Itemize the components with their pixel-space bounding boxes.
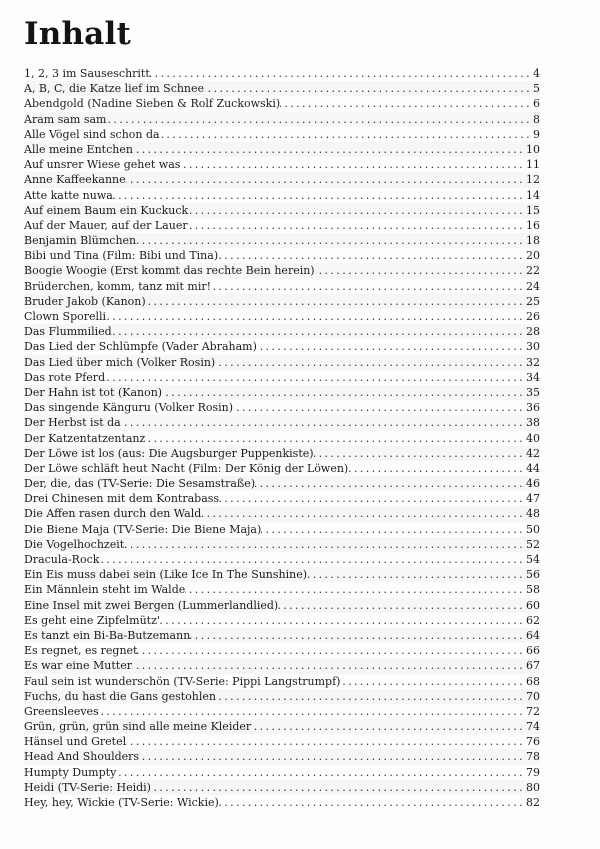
dot-leader	[106, 112, 533, 127]
toc-entry	[24, 415, 540, 430]
dot-leader	[315, 263, 526, 278]
dot-leader	[105, 370, 526, 385]
toc-entry-page: 47	[526, 492, 540, 506]
toc-entry	[24, 734, 540, 749]
toc-entry-title: Hey, hey, Wickie (TV-Serie: Wickie)	[24, 796, 219, 809]
toc-entry-page: 52	[526, 537, 540, 551]
toc-entry-title: Anne Kaffeekanne	[24, 173, 126, 187]
toc-entry-page: 74	[526, 720, 540, 734]
toc-entry-title: Der, die, das (TV-Serie: Die Sesamstraße)	[24, 477, 256, 491]
toc-entry	[24, 704, 540, 719]
toc-entry	[24, 567, 540, 582]
toc-entry-page: 72	[526, 704, 540, 718]
toc-entry	[24, 476, 540, 491]
dot-leader	[180, 157, 526, 172]
toc-entry-page: 54	[526, 553, 540, 566]
toc-entry	[24, 765, 540, 780]
toc-entry-title: Atte katte nuwa	[24, 188, 113, 202]
toc-entry-page: 24	[526, 279, 540, 293]
toc-entry	[24, 355, 540, 370]
dot-leader	[112, 324, 526, 339]
toc-entry	[24, 385, 540, 400]
toc-entry-title: Der Hahn ist tot (Kanon)	[24, 385, 163, 399]
toc-entry-title: Die Affen rasen durch den Wald	[24, 507, 202, 521]
toc-entry	[24, 370, 540, 385]
toc-entry-title: Clown Sporelli	[24, 310, 107, 323]
toc-entry-title: Ein Männlein steht im Walde	[24, 583, 186, 597]
dot-leader	[201, 506, 526, 521]
toc-entry-title: Es regnet, es regnet	[24, 644, 138, 658]
toc-entry-page: 26	[526, 310, 540, 323]
dot-leader	[185, 582, 526, 597]
dot-leader	[133, 142, 526, 157]
dot-leader	[146, 294, 526, 309]
toc-entry-page: 82	[526, 796, 540, 809]
toc-entry	[24, 658, 540, 673]
toc-entry-page: 64	[526, 628, 540, 642]
toc-entry	[24, 339, 540, 354]
toc-entry-page: 30	[526, 340, 540, 354]
dot-leader	[151, 780, 526, 795]
toc-entry	[24, 203, 540, 218]
toc-entry-page: 15	[526, 203, 540, 217]
toc-entry-page: 32	[526, 355, 540, 369]
toc-entry	[24, 749, 540, 764]
toc-entry-page: 68	[526, 674, 540, 688]
toc-entry-page: 67	[526, 659, 540, 673]
toc-entry	[24, 719, 540, 734]
toc-entry	[24, 112, 540, 127]
dot-leader	[340, 674, 526, 689]
toc-entry-title: Greensleeves	[24, 704, 99, 718]
toc-entry-title: Alle Vögel sind schon da	[24, 127, 160, 141]
dot-leader	[116, 765, 526, 780]
dot-leader	[255, 476, 526, 491]
toc-entry-title: Das singende Känguru (Volker Rosin)	[24, 401, 234, 415]
toc-entry-page: 56	[526, 568, 540, 582]
toc-entry-title: Fuchs, du hast die Gans gestohlen	[24, 689, 217, 703]
dot-leader	[233, 400, 526, 415]
toc-entry-page: 58	[526, 583, 540, 597]
toc-entry-title: Grün, grün, grün sind alle meine Kleider	[24, 720, 252, 734]
dot-leader	[261, 522, 526, 537]
dot-leader	[257, 339, 526, 354]
dot-leader	[124, 537, 526, 552]
toc-entry-title: Auf der Mauer, auf der Lauer	[24, 218, 188, 232]
dot-leader	[126, 172, 526, 187]
toc-entry-page: 78	[526, 750, 540, 764]
toc-entry-title: Hänsel und Gretel	[24, 735, 127, 749]
toc-entry-page: 8	[533, 112, 540, 126]
toc-entry-page: 44	[526, 461, 540, 475]
toc-entry-page: 16	[526, 218, 540, 232]
dot-leader	[219, 795, 526, 810]
toc-entry-page: 38	[526, 416, 540, 430]
toc-entry	[24, 81, 540, 96]
toc-entry-title: 1, 2, 3 im Sauseschritt	[24, 67, 150, 80]
toc-entry-title: Das Flummilied	[24, 325, 112, 339]
toc-entry-title: Die Vogelhochzeit	[24, 537, 125, 551]
toc-entry-title: Bibi und Tina (Film: Bibi und Tina)	[24, 249, 219, 263]
toc-entry-page: 12	[526, 173, 540, 187]
toc-entry	[24, 157, 540, 172]
toc-entry	[24, 66, 540, 81]
toc-entry-page: 70	[526, 689, 540, 703]
toc-entry-title: Der Herbst ist da	[24, 416, 121, 430]
toc-entry-title: Das rote Pferd	[24, 370, 106, 384]
toc-entry-page: 10	[526, 142, 540, 156]
toc-entry-title: Brüderchen, komm, tanz mit mir!	[24, 279, 212, 293]
toc-entry-title: Boogie Woogie (Erst kommt das rechte Bein herein)	[24, 264, 315, 278]
toc-entry-page: 14	[526, 188, 540, 202]
toc-entry-page: 4	[533, 67, 540, 80]
toc-entry-title: Humpty Dumpty	[24, 765, 117, 779]
toc-entry-title: Dracula-Rock	[24, 553, 100, 566]
dot-leader	[99, 704, 526, 719]
toc-entry	[24, 279, 540, 294]
toc-entry-page: 50	[526, 522, 540, 536]
toc-entry	[24, 506, 540, 521]
toc-entry	[24, 431, 540, 446]
toc-entry-title: Das Lied der Schlümpfe (Vader Abraham)	[24, 340, 257, 354]
toc-entry	[24, 613, 540, 628]
toc-entry-page: 46	[526, 477, 540, 491]
toc-entry-title: Der Katzentatzentanz	[24, 431, 146, 445]
toc-entry-title: A, B, C, die Katze lief im Schnee	[24, 82, 205, 96]
dot-leader	[188, 218, 526, 233]
dot-leader	[160, 127, 533, 142]
toc-entry	[24, 643, 540, 658]
toc-entry-title: Alle meine Entchen	[24, 142, 133, 156]
toc-entry-title: Der Löwe ist los (aus: Die Augsburger Puppenkiste)	[24, 446, 314, 460]
toc-entry-page: 11	[526, 158, 540, 172]
toc-entry	[24, 461, 540, 476]
toc-entry-title: Abendgold (Nadine Sieben & Rolf Zuckowski)	[24, 97, 281, 111]
dot-leader	[218, 248, 526, 263]
dot-leader	[160, 613, 526, 628]
toc-entry-title: Benjamin Blümchen	[24, 234, 137, 248]
dot-leader	[307, 567, 526, 582]
dot-leader	[216, 689, 526, 704]
toc-entry	[24, 172, 540, 187]
toc-entry	[24, 142, 540, 157]
toc-entry-title: Auf einem Baum ein Kuckuck	[24, 203, 189, 217]
dot-leader	[136, 233, 526, 248]
toc-entry	[24, 127, 540, 142]
toc-entry-page: 18	[526, 234, 540, 248]
toc-entry	[24, 582, 540, 597]
toc-entry	[24, 248, 540, 263]
toc-entry-title: Es war eine Mutter	[24, 659, 132, 673]
toc-entry	[24, 96, 540, 111]
toc-entry	[24, 263, 540, 278]
dot-leader	[121, 415, 526, 430]
toc-entry-title: Es tanzt ein Bi-Ba-Butzemann	[24, 628, 191, 642]
toc-entry-page: 76	[526, 735, 540, 749]
dot-leader	[162, 385, 526, 400]
toc-entry	[24, 522, 540, 537]
toc-entry-page: 60	[526, 598, 540, 612]
toc-entry-title: Drei Chinesen mit dem Kontrabass	[24, 492, 220, 506]
dot-leader	[251, 719, 526, 734]
dot-leader	[126, 734, 526, 749]
toc-entry	[24, 552, 540, 567]
toc-entry	[24, 689, 540, 704]
toc-entry-title: Bruder Jakob (Kanon)	[24, 294, 146, 308]
dot-leader	[219, 491, 526, 506]
toc-entry	[24, 491, 540, 506]
toc-entry-page: 36	[526, 401, 540, 415]
dot-leader	[278, 598, 526, 613]
toc-entry-title: Das Lied über mich (Volker Rosin)	[24, 355, 216, 369]
toc-entry-page: 5	[533, 82, 540, 96]
toc-entry-title: Heidi (TV-Serie: Heidi)	[24, 780, 151, 794]
toc-entry-page: 40	[526, 431, 540, 445]
dot-leader	[211, 279, 526, 294]
toc-entry	[24, 218, 540, 233]
toc-entry-title: Ein Eis muss dabei sein (Like Ice In The Sunshine)	[24, 568, 308, 582]
dot-leader	[99, 552, 526, 567]
toc-entry-title: Head And Shoulders	[24, 750, 140, 764]
toc-entry-title: Eine Insel mit zwei Bergen (Lummerlandlied)	[24, 598, 279, 612]
toc-list	[24, 66, 540, 810]
toc-entry-title: Es geht eine Zipfelmütz'	[24, 613, 160, 627]
toc-entry	[24, 400, 540, 415]
toc-entry-title: Faul sein ist wunderschön (TV-Serie: Pippi Langstrumpf)	[24, 674, 341, 688]
toc-entry-title: Auf unsrer Wiese gehet was	[24, 158, 181, 172]
dot-leader	[215, 355, 526, 370]
toc-entry	[24, 598, 540, 613]
dot-leader	[137, 643, 526, 658]
dot-leader	[132, 658, 526, 673]
toc-entry-title: Aram sam sam	[24, 112, 107, 126]
page-title: Inhalt	[24, 16, 131, 52]
toc-entry	[24, 188, 540, 203]
toc-entry-page: 25	[526, 294, 540, 308]
toc-entry-page: 79	[526, 765, 540, 779]
toc-entry-page: 66	[526, 644, 540, 658]
toc-entry-page: 35	[526, 385, 540, 399]
toc-entry-page: 80	[526, 780, 540, 794]
toc-entry	[24, 309, 540, 324]
toc-entry	[24, 446, 540, 461]
dot-leader	[145, 431, 526, 446]
dot-leader	[204, 81, 533, 96]
toc-entry	[24, 628, 540, 643]
toc-entry-page: 48	[526, 507, 540, 521]
toc-entry-page: 62	[526, 613, 540, 627]
dot-leader	[113, 188, 526, 203]
toc-entry	[24, 233, 540, 248]
toc-entry-page: 20	[526, 249, 540, 263]
toc-entry	[24, 324, 540, 339]
dot-leader	[348, 461, 526, 476]
dot-leader	[150, 66, 533, 81]
toc-entry-page: 6	[533, 97, 540, 111]
toc-entry	[24, 780, 540, 795]
toc-entry-page: 9	[533, 127, 540, 141]
toc-entry-page: 42	[526, 446, 540, 460]
toc-entry-page: 34	[526, 370, 540, 384]
toc-entry	[24, 674, 540, 689]
toc-entry-title: Der Löwe schläft heut Nacht (Film: Der König der Löwen)	[24, 461, 349, 475]
dot-leader	[314, 446, 526, 461]
dot-leader	[190, 628, 526, 643]
toc-entry	[24, 795, 540, 810]
toc-entry-title: Die Biene Maja (TV-Serie: Die Biene Maja)	[24, 522, 262, 536]
dot-leader	[139, 749, 526, 764]
dot-leader	[280, 96, 533, 111]
toc-entry-page: 22	[526, 264, 540, 278]
toc-entry	[24, 294, 540, 309]
toc-entry	[24, 537, 540, 552]
dot-leader	[106, 309, 526, 324]
dot-leader	[188, 203, 526, 218]
toc-entry-page: 28	[526, 325, 540, 339]
